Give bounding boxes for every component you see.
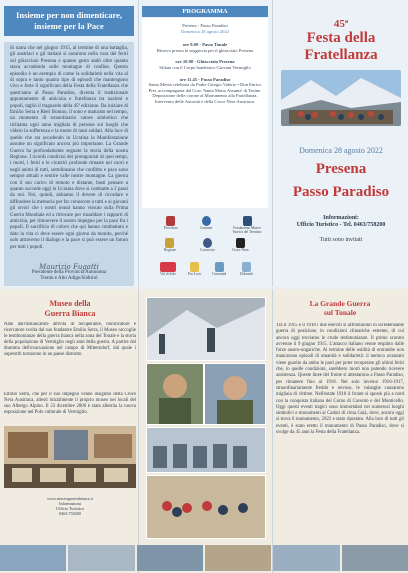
signature-role: Presidente della Provincia Autonoma (31, 270, 107, 275)
cover-photo (281, 70, 401, 126)
panel-photo-collage (142, 295, 268, 569)
mountain-icon (242, 262, 251, 272)
slot-text: Santa Messa celebrata da Padre Giorgio Valerio • Don Enrico Pret, accompagnata dal Coro 'Santa Maria Assunta' di Tesino. Deposizione delle corone al Monumento alla Fratellanza. Intervento delle Autorità e della Croce Nera Austriaca. (148, 82, 262, 104)
program-header: PROGRAMMA (142, 6, 268, 17)
remembrance-title-line1: Insieme per non dimenticare, (16, 10, 122, 20)
sponsor-logo (212, 262, 226, 276)
crest-icon (166, 216, 175, 226)
collage-photo (146, 475, 266, 539)
sponsor-logo (232, 238, 248, 252)
logo-label: Pro Loco (188, 272, 202, 276)
museum-title-line2: Guerra Bianca (44, 308, 96, 318)
slot-time: ore 8.00 - Passo Tonale (182, 42, 228, 48)
place-line2: Passo Paradiso (292, 184, 390, 200)
great-war-title-line2: sul Tonale (323, 308, 357, 317)
museum-info-phone: 0463.758200 (59, 511, 81, 516)
signature-mark: Maurizio Fugatti (39, 263, 99, 271)
great-war-title-line1: La Grande Guerra (309, 299, 371, 308)
program-slot (146, 42, 264, 53)
slot-text: Sfilata con il Corpo bandistico Giovani Vermiglio (159, 64, 251, 70)
invitation-note: Tutti sono invitati (319, 237, 363, 243)
fold-line (138, 0, 139, 287)
program-slot (146, 77, 264, 105)
logo-label: Dolomiti (240, 272, 253, 276)
panel-remembrance (4, 6, 134, 286)
sponsor-logo (164, 216, 178, 230)
info-contact: Ufficio Turistico - Tel. 0463/758200 (296, 222, 386, 228)
festa-title-line1: Festa della (306, 30, 376, 46)
logo-label: Fondazione Museo Storico del Trentino (232, 226, 262, 234)
program-body (142, 18, 268, 208)
black-cross-icon (236, 238, 245, 248)
fold-line (138, 289, 139, 573)
sponsor-logo (200, 238, 215, 252)
brochure-inside-spread (0, 289, 408, 573)
program-slot (146, 59, 264, 70)
signature-role2: Trento e Alto Adige/Südtirol (40, 276, 98, 281)
emblem-icon (202, 216, 211, 226)
slot-time: ore 10.00 - Ghiacciaio Presena (175, 59, 235, 65)
collage-photo (146, 427, 266, 473)
logo-label: Comunità (212, 272, 227, 276)
museum-photo (4, 426, 136, 488)
collage-photo (146, 363, 204, 425)
sponsor-logo (160, 262, 176, 276)
strip-photo (137, 545, 203, 571)
contact-info (276, 215, 406, 229)
slot-time: ore 11.45 - Passo Paradiso (179, 76, 231, 82)
crest-icon (165, 238, 174, 248)
great-war-title (276, 299, 404, 317)
strip-photo (205, 545, 271, 571)
great-war-body: Tra il 1915 e il 1918 i due eserciti si affrontarono in un'estenuante guerra di posizione, in condizioni climatiche estreme, di cui ancora oggi troviamo le crude testimonianze. Il primo scontro avvenne il 9 giugno 1915. L'attacco italiano venne respinto dalle forze austro-ungariche. Al termine delle ostilità di entrambe non mancarono episodi di umanità e solidarietà: il nemico avanzato viene guarito da ambo le parti per poter recuperare gli ultimi feriti che, in quelle condizioni, sarebbero morti non potendo ricevere assistenza. Queste linee del fronte si attestarono a Passo Paradiso, per rimanere fino al 1918. Nel solo inverno 1916-1917, straordinariamente freddo e nevoso, le valanghe causarono migliaia di vittime. Nell'estate 1918 il fronte si spostò più a nord con la conquista italiana del Corno di Cavento e del Monticello. Oggi questi eventi tragici sono immortalati nei numerosi luoghi simbolici e monumenti ai Caduti di cima Gaià, dove, ancora oggi si trova il monumento, 2022 e stato riportato. Alla luce di tutti gli eventi, è stato eretto il monumento di Passo Paradiso, dove si svolge da 45 anni la Festa della Fratellanza. (276, 323, 404, 436)
program-subheader: Presena - Passo Paradiso (182, 23, 228, 28)
collage-photo (204, 363, 266, 425)
info-label: Informazioni: (323, 215, 359, 221)
museum-body-1: Nato dall'instancabile attività di recuperante, bonificatore e ricercatore svolta dal suo fondatore Emilio Serra, il Museo raccoglie le testimonianze della guerra bianca nella zona del Tonale e la storia della popolazione di Vermiglio negli anni della guerra. A partire dal dramma dell'evacuazione nel campo di Mitterndorf, dal quale i superstiti tornarono in un paese distrutto. (4, 322, 136, 357)
slot-text: Ritrovo presso la seggiovia per il ghiacciaio Presena (156, 47, 254, 53)
museum-title (33, 299, 107, 318)
sponsor-logo (188, 262, 201, 276)
sponsor-logo (164, 238, 176, 252)
museum-icon (243, 216, 252, 226)
logo-label: Provincia (164, 226, 178, 230)
logo-label: Val di Sole (160, 272, 176, 276)
logo-label: Consorzio (200, 248, 215, 252)
festa-title-line2: Fratellanza (304, 47, 378, 63)
remembrance-title (4, 6, 134, 36)
museum-contacts (4, 496, 136, 516)
edition-number: 45ª (333, 18, 349, 30)
panel-museum (4, 299, 136, 569)
val-di-sole-logo (160, 262, 176, 272)
museum-info-office: Ufficio Turistico (56, 506, 84, 511)
fold-line (272, 0, 273, 287)
event-date: Domenica 28 agosto 2022 (299, 146, 383, 155)
sponsor-logos (142, 216, 268, 284)
museum-title-line1: Museo della (49, 299, 91, 308)
place-line1: Presena (315, 161, 367, 177)
strip-photo (342, 545, 408, 571)
sponsor-logo (200, 216, 212, 230)
emblem-icon (215, 262, 224, 272)
museum-website: www.museoguerrabianca.it (47, 496, 93, 501)
signature-block (4, 264, 134, 282)
remembrance-body: Si narra che nel giugno 1915, al termine di una battaglia, gli austriaci e gli italiani si notarono nella cura dei feriti sul ghiacciaio Presena e quanto gesto andò oltre quanto stava accadendo sulle montagne di confine. Questo episodio è un esempio di come la solidarietà nella vita al di sopra e tanto quanto tipo di episodi che mantengono vivo e forte il significato della Festa della Fratellanza che quest'anno al Passo Paradiso, diventa il tradizionale appuntamento di amicizia e fratellanza tra nazioni e popoli, tagliò il traguardo della 45ª edizione. Da iniziare di Emilio Serra e Rieri Bonino, il sono e maturato nel tempo, un momento di straordinario valore simbolico che richiama ogni anno migliaia di persone sui luoghi che videro la sofferenza e la morte di tanti soldati. Alla luce di quello che sta accadendo in Ucraina la Manifestazione assume un significato ancora più importante. La Grande Guerra ha profondamente segnato la storia della nostra Regione. I ricordi condivisi dei protagonisti di quei tempi, i morti, i feriti e le cicatrici profonde rimaste nei cuori e negli animi di tutti, sottolineano che conflitto e pace sono sempre attuali e sentire valle nostre montagne. La guerra con il suo carico di remoto e distante, basti pensare a quanto succede oggi in Ucraina dove si combatte a 2 passi da noi. Noi, quindi, abbiamo il dovere di ricordare e diffondere la memoria per far conoscere a tutti e ai giovani gli orrori che i nostri nonni hanno vissuto sulla Prima Guerra Mondiale ed a ritrovare per rinsaldare i rapporti di amicizia, per rimuovere il nostro impegno per la pace fra i popoli. Il sacrificio di coloro che qui hanno combattuto e dato la vita ci deve essere ogni giorno da monito, perché solo attraverso il dialogo e la pace si può essere un futuro per tutti i popoli. (4, 42, 134, 286)
strip-photo (68, 545, 134, 571)
strip-photo (273, 545, 339, 571)
collage-photo (146, 297, 266, 361)
logo-label: Comune (200, 226, 213, 230)
panel-cover (276, 4, 406, 286)
emblem-icon (203, 238, 212, 248)
fold-line (272, 289, 273, 573)
logo-label: Regione (164, 248, 176, 252)
museum-info-label: Informazioni (59, 501, 81, 506)
bottom-photo-strip (0, 545, 408, 571)
panel-great-war (276, 299, 404, 569)
strip-photo (0, 545, 66, 571)
remembrance-title-line2: insieme per la Pace (34, 21, 104, 31)
logo-label: Croce Nera (232, 248, 249, 252)
program-date: Domenica 28 agosto 2022 (180, 28, 230, 34)
crest-icon (190, 262, 199, 272)
museum-body-2: Emilio Serra, che per il suo impegno venne insignito della Croce Nera Austriaca, allestì inizialmente il proprio museo nei locali del suo Albergo Alpino. Il 23 dicembre 2006 è stata allestita la nuova esposizione nel Polo culturale di Vermiglio. (4, 392, 136, 415)
sponsor-logo (230, 216, 264, 234)
panel-program (142, 6, 268, 286)
sponsor-logo (240, 262, 253, 276)
